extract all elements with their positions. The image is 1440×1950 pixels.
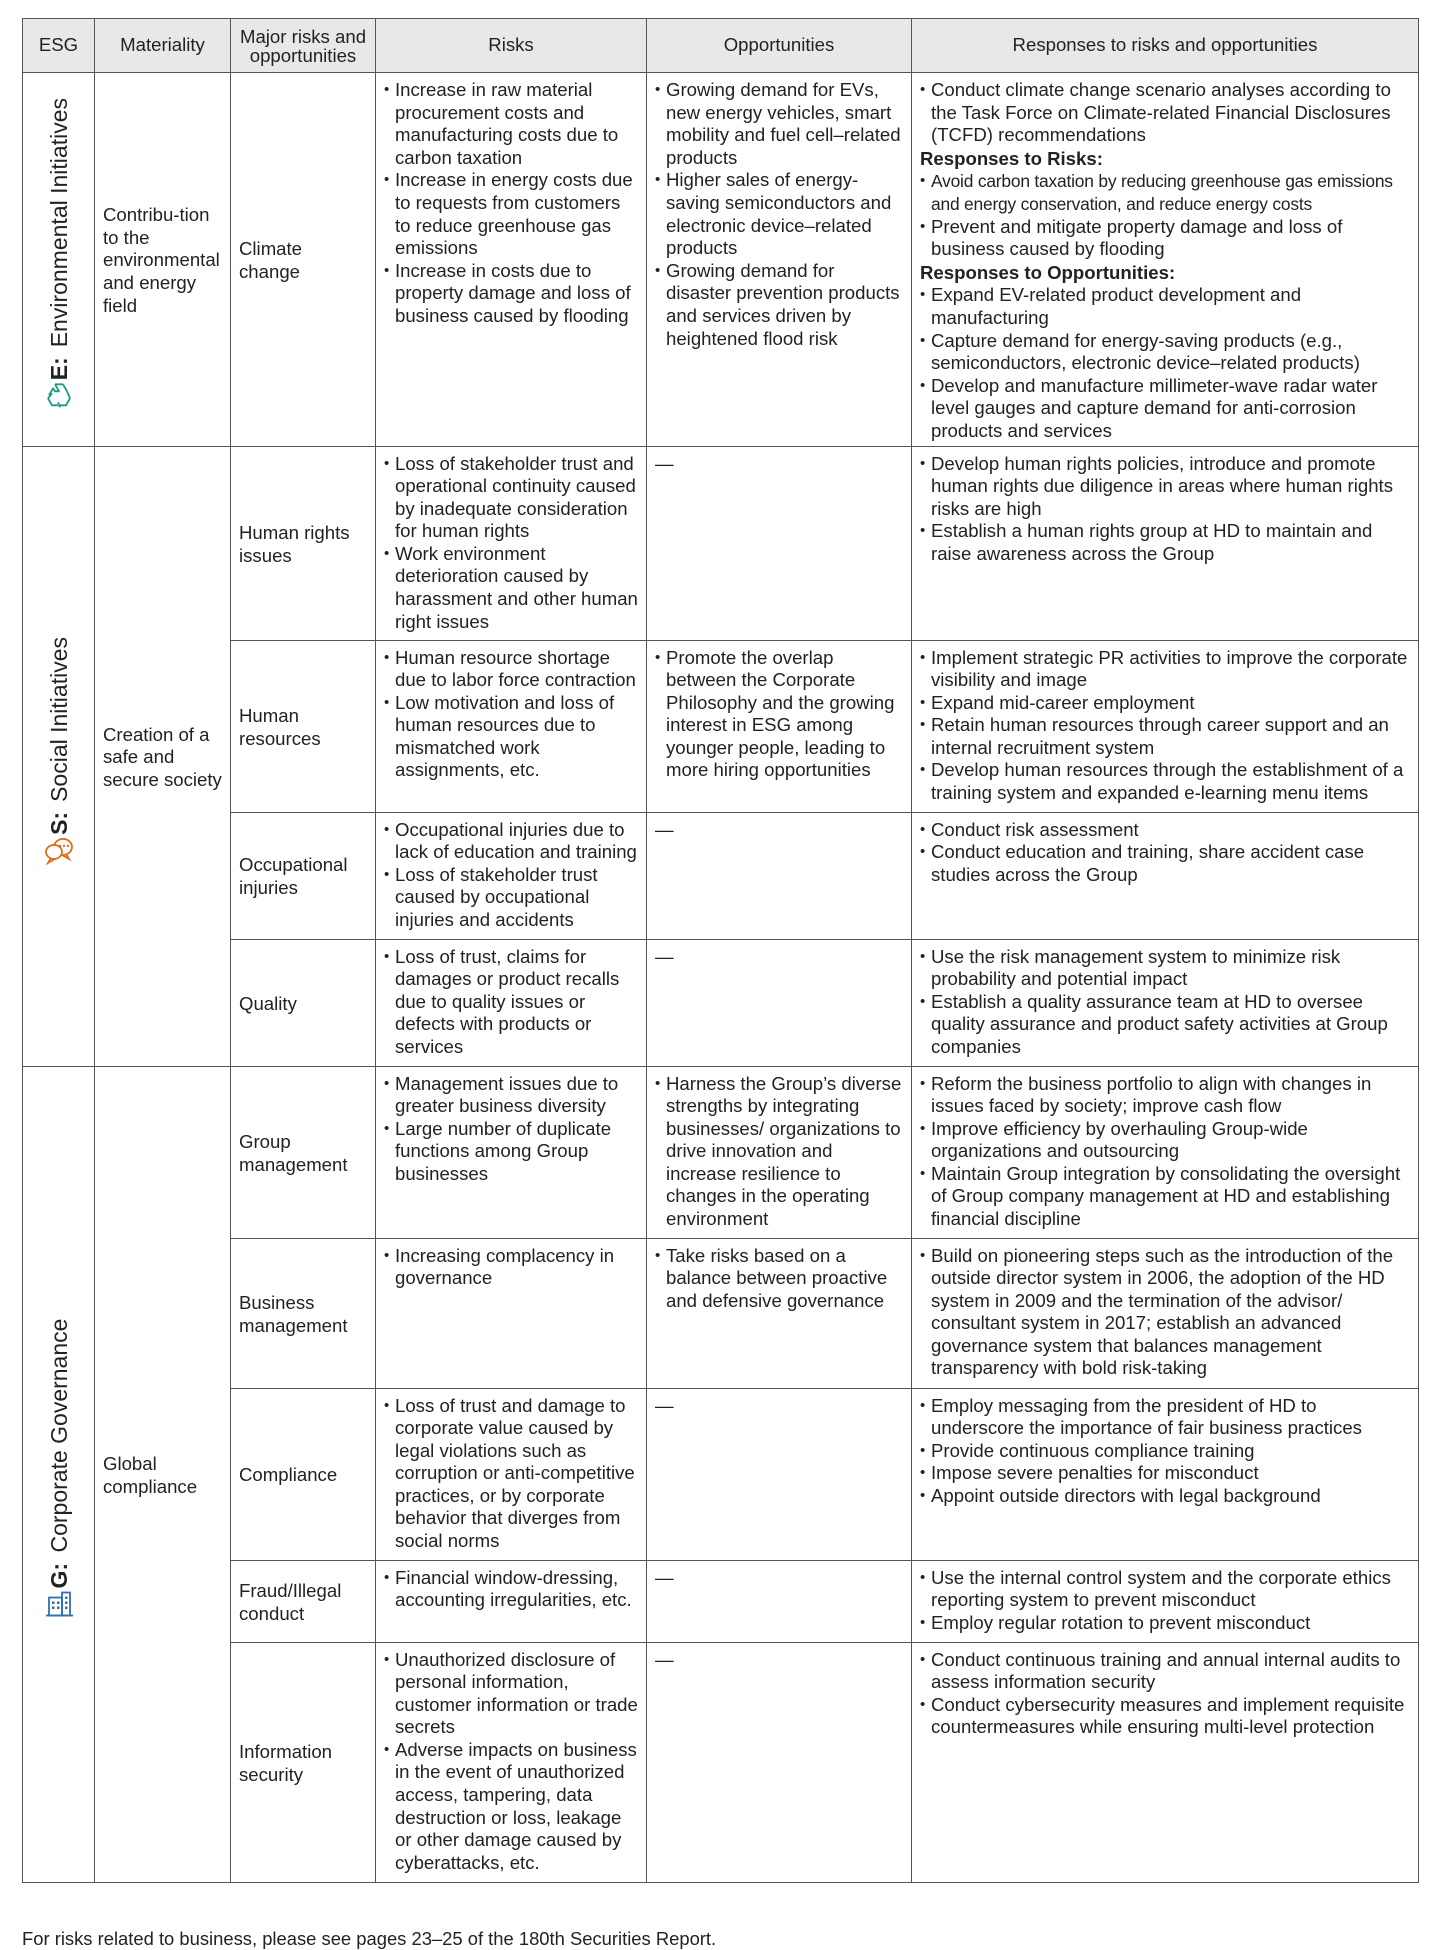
- list-item: • Occupational injuries due to lack of education and training: [384, 819, 639, 864]
- risks-cell: [376, 446, 647, 640]
- risks-cell: [376, 812, 647, 939]
- list-item: • Use the internal control system and the corporate ethics reporting system to prevent misconduct: [920, 1567, 1411, 1612]
- risks-cell: [376, 1066, 647, 1238]
- materiality-soc: Creation of a safe and secure society: [95, 446, 231, 1066]
- list-item: • Conduct cybersecurity measures and implement requisite countermeasures while ensuring multi-level protection: [920, 1694, 1411, 1739]
- list-item: • Expand mid-career employment: [920, 692, 1411, 715]
- list-item: • Maintain Group integration by consolidating the oversight of Group company management at HD and establishing financial discipline: [920, 1163, 1411, 1231]
- responses-cell: [912, 1238, 1419, 1388]
- topic-name: Fraud/Illegal conduct: [231, 1560, 376, 1642]
- list-item: • Establish a quality assurance team at HD to oversee quality assurance and product safety activities at Group companies: [920, 991, 1411, 1059]
- list-item: • Adverse impacts on business in the event of unauthorized access, tampering, data destruction or loss, leakage or other damage caused by cyberattacks, etc.: [384, 1739, 639, 1875]
- responses-cell: [912, 73, 1419, 447]
- list-item: • Financial window-dressing, accounting irregularities, etc.: [384, 1567, 639, 1612]
- row-group-management: [23, 1066, 1419, 1238]
- section-letter: S:: [45, 811, 72, 835]
- row-information-security: [23, 1642, 1419, 1882]
- row-human-rights: [23, 446, 1419, 640]
- list-item: • Work environment deterioration caused by harassment and other human right issues: [384, 543, 639, 633]
- row-occupational: [23, 812, 1419, 939]
- list-item: • Implement strategic PR activities to improve the corporate visibility and image: [920, 647, 1411, 692]
- list-item: • Human resource shortage due to labor force contraction: [384, 647, 639, 692]
- footnote: For risks related to business, please see pages 23–25 of the 180th Securities Report.: [22, 1928, 717, 1949]
- list-item: • Increase in raw material procurement costs and manufacturing costs due to carbon taxation: [384, 79, 639, 169]
- list-item: • Take risks based on a balance between proactive and defensive governance: [655, 1245, 904, 1313]
- header-responses: Responses to risks and opportunities: [912, 19, 1419, 73]
- list-item: • Low motivation and loss of human resources due to mismatched work assignments, etc.: [384, 692, 639, 782]
- row-business-management: [23, 1238, 1419, 1388]
- opportunities-cell: [647, 640, 912, 812]
- list-item: • Avoid carbon taxation by reducing greenhouse gas emissions and energy conservation, and reduce energy costs: [920, 170, 1411, 215]
- opportunities-cell: —: [647, 1560, 912, 1642]
- materiality-env: Contribu-tion to the environmental and energy field: [95, 73, 231, 447]
- materiality-gov: Global compliance: [95, 1066, 231, 1882]
- section-label: [43, 637, 75, 875]
- topic-name: Information security: [231, 1642, 376, 1882]
- topic-name: Group management: [231, 1066, 376, 1238]
- list-item: • Develop human rights policies, introduce and promote human rights due diligence in areas where human rights risks are high: [920, 453, 1411, 521]
- list-item: • Conduct education and training, share accident case studies across the Group: [920, 841, 1411, 886]
- list-item: • Growing demand for EVs, new energy vehicles, smart mobility and fuel cell–related products: [655, 79, 904, 169]
- row-compliance: [23, 1388, 1419, 1560]
- list-item: • Promote the overlap between the Corporate Philosophy and the growing interest in ESG among younger people, leading to more hiring opportunities: [655, 647, 904, 783]
- risks-cell: [376, 1560, 647, 1642]
- list-item: • Expand EV-related product development and manufacturing: [920, 284, 1411, 329]
- risks-cell: [376, 73, 647, 447]
- section-title: Social Initiatives: [45, 637, 72, 802]
- section-letter: G:: [45, 1563, 72, 1589]
- risks-cell: [376, 640, 647, 812]
- recycle-icon: [44, 380, 74, 410]
- list-item: • Use the risk management system to minimize risk probability and potential impact: [920, 946, 1411, 991]
- esg-risk-table: [22, 18, 1419, 1883]
- list-item: • Increase in energy costs due to requests from customers to reduce greenhouse gas emissions: [384, 169, 639, 259]
- risks-cell: [376, 1642, 647, 1882]
- responses-cell: [912, 1066, 1419, 1238]
- row-human-resources: [23, 640, 1419, 812]
- list-item: • Loss of stakeholder trust caused by occupational injuries and accidents: [384, 864, 639, 932]
- topic-name: Compliance: [231, 1388, 376, 1560]
- list-item: • Loss of trust and damage to corporate value caused by legal violations such as corruption or anti-competitive practices, or by corporate behavior that diverges from social norms: [384, 1395, 639, 1553]
- topic-name: Human resources: [231, 640, 376, 812]
- list-item: • Conduct risk assessment: [920, 819, 1411, 842]
- opportunities-cell: —: [647, 446, 912, 640]
- section-environmental: [23, 73, 95, 447]
- risks-cell: [376, 1388, 647, 1560]
- responses-cell: [912, 939, 1419, 1066]
- list-item: • Retain human resources through career support and an internal recruitment system: [920, 714, 1411, 759]
- section-title: Corporate Governance: [45, 1319, 72, 1554]
- risks-cell: [376, 939, 647, 1066]
- header-major: Major risks and opportunities: [231, 19, 376, 73]
- list-item: • Increasing complacency in governance: [384, 1245, 639, 1290]
- responses-cell: [912, 1388, 1419, 1560]
- list-item: • Capture demand for energy-saving products (e.g., semiconductors, electronic device–related products): [920, 330, 1411, 375]
- section-letter: E:: [45, 357, 72, 381]
- topic-name: Quality: [231, 939, 376, 1066]
- opportunities-cell: —: [647, 1642, 912, 1882]
- row-climate: [23, 73, 1419, 447]
- list-item: • Management issues due to greater business diversity: [384, 1073, 639, 1118]
- list-item: • Build on pioneering steps such as the introduction of the outside director system in 2006, the adoption of the HD system in 2009 and the termination of the advisor/ consultant system in 2017; establish an advanced governance system that balances management transparency with bold risk-taking: [920, 1245, 1411, 1381]
- list-item: • Develop and manufacture millimeter-wave radar water level gauges and capture demand for anti-corrosion products and services: [920, 375, 1411, 443]
- list-item: • Harness the Group’s diverse strengths by integrating businesses/ organizations to drive innovation and increase resilience to changes in the operating environment: [655, 1073, 904, 1231]
- responses-cell: [912, 446, 1419, 640]
- responses-opps-heading: Responses to Opportunities:: [920, 261, 1176, 283]
- list-item: • Increase in costs due to property damage and loss of business caused by flooding: [384, 260, 639, 328]
- section-governance: [23, 1066, 95, 1882]
- section-label: [44, 98, 74, 420]
- list-item: • Conduct climate change scenario analyses according to the Task Force on Climate-related Financial Disclosures (TCFD) recommendations: [920, 79, 1411, 147]
- speech-bubbles-icon: [43, 835, 75, 865]
- row-fraud: [23, 1560, 1419, 1642]
- list-item: • Provide continuous compliance training: [920, 1440, 1411, 1463]
- topic-name: Business management: [231, 1238, 376, 1388]
- header-row: [23, 19, 1419, 73]
- list-item: • Unauthorized disclosure of personal information, customer information or trade secrets: [384, 1649, 639, 1739]
- header-risks: Risks: [376, 19, 647, 73]
- topic-name: Climate change: [231, 73, 376, 447]
- responses-cell: [912, 1560, 1419, 1642]
- list-item: • Growing demand for disaster prevention products and services driven by heightened flood risk: [655, 260, 904, 350]
- responses-cell: [912, 1642, 1419, 1882]
- responses-cell: [912, 812, 1419, 939]
- header-esg: ESG: [23, 19, 95, 73]
- list-item: • Large number of duplicate functions among Group businesses: [384, 1118, 639, 1186]
- list-item: • Reform the business portfolio to align with changes in issues faced by society; improve cash flow: [920, 1073, 1411, 1118]
- responses-cell: [912, 640, 1419, 812]
- list-item: • Higher sales of energy-saving semiconductors and electronic device–related products: [655, 169, 904, 259]
- header-materiality: Materiality: [95, 19, 231, 73]
- section-title: Environmental Initiatives: [45, 98, 72, 348]
- list-item: • Improve efficiency by overhauling Group-wide organizations and outsourcing: [920, 1118, 1411, 1163]
- topic-name: Occupational injuries: [231, 812, 376, 939]
- list-item: • Prevent and mitigate property damage and loss of business caused by flooding: [920, 216, 1411, 261]
- opportunities-cell: [647, 73, 912, 447]
- responses-risks-heading: Responses to Risks:: [920, 147, 1103, 169]
- opportunities-cell: [647, 1066, 912, 1238]
- list-item: • Impose severe penalties for misconduct: [920, 1462, 1411, 1485]
- list-item: • Employ messaging from the president of HD to underscore the importance of fair business practices: [920, 1395, 1411, 1440]
- opportunities-cell: —: [647, 939, 912, 1066]
- building-icon: [44, 1589, 74, 1619]
- list-item: • Loss of trust, claims for damages or product recalls due to quality issues or defects with products or services: [384, 946, 639, 1059]
- section-social: [23, 446, 95, 1066]
- opportunities-cell: —: [647, 812, 912, 939]
- list-item: • Develop human resources through the establishment of a training system and expanded e-learning menu items: [920, 759, 1411, 804]
- list-item: • Appoint outside directors with legal background: [920, 1485, 1411, 1508]
- list-item: • Loss of stakeholder trust and operational continuity caused by inadequate consideration for human rights: [384, 453, 639, 543]
- list-item: • Establish a human rights group at HD to maintain and raise awareness across the Group: [920, 520, 1411, 565]
- list-item: • Employ regular rotation to prevent misconduct: [920, 1612, 1411, 1635]
- opportunities-cell: —: [647, 1388, 912, 1560]
- list-item: • Conduct continuous training and annual internal audits to assess information security: [920, 1649, 1411, 1694]
- section-label: [44, 1319, 74, 1629]
- header-opportunities: Opportunities: [647, 19, 912, 73]
- row-quality: [23, 939, 1419, 1066]
- topic-name: Human rights issues: [231, 446, 376, 640]
- risks-cell: [376, 1238, 647, 1388]
- opportunities-cell: [647, 1238, 912, 1388]
